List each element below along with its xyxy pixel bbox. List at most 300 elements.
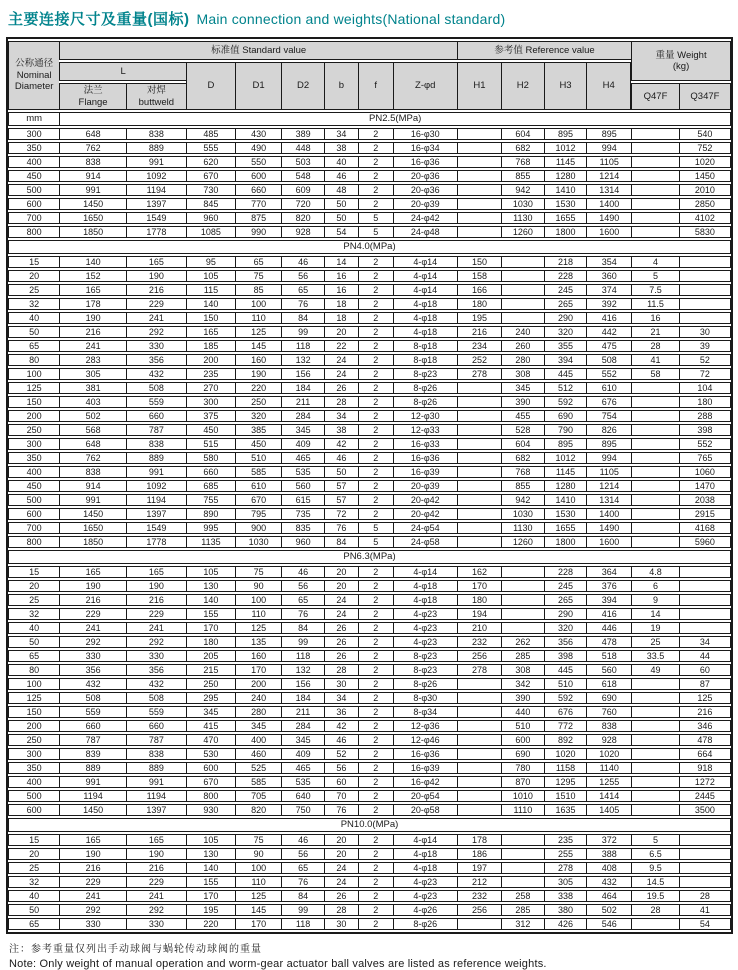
- cell: 465: [281, 762, 324, 774]
- cell: 600: [8, 804, 59, 816]
- cell: 508: [126, 382, 186, 394]
- cell: 285: [501, 904, 544, 916]
- cell: 485: [186, 128, 235, 140]
- cell: 755: [186, 494, 235, 506]
- cell: 990: [235, 226, 281, 238]
- cell: 502: [59, 410, 126, 422]
- cell: 39: [679, 340, 731, 352]
- cell: 381: [59, 382, 126, 394]
- cell: 57: [324, 480, 358, 492]
- cell: 70: [324, 790, 358, 802]
- cell: 18: [324, 312, 358, 324]
- cell: 478: [586, 636, 631, 648]
- cell: 559: [126, 396, 186, 408]
- cell: 826: [586, 424, 631, 436]
- cell: 125: [235, 622, 281, 634]
- cell: [631, 212, 679, 224]
- cell: [457, 424, 501, 436]
- cell: 768: [501, 466, 544, 478]
- cell: [631, 734, 679, 746]
- cell: 392: [586, 298, 631, 310]
- cell: 252: [457, 354, 501, 366]
- cell: 150: [8, 706, 59, 718]
- dimensions-table-wrapper: [6, 37, 733, 934]
- header-reference-value: 参考值 Reference value: [457, 41, 631, 60]
- cell: [631, 466, 679, 478]
- cell: 8-φ18: [393, 340, 457, 352]
- cell: 100: [8, 368, 59, 380]
- cell: 918: [679, 762, 731, 774]
- cell: 57: [324, 494, 358, 506]
- cell: 5: [358, 536, 393, 548]
- table-row: [8, 848, 731, 860]
- cell: 838: [126, 438, 186, 450]
- cell: 1295: [544, 776, 587, 788]
- cell: 2: [358, 128, 393, 140]
- cell: 216: [457, 326, 501, 338]
- cell: 354: [586, 256, 631, 268]
- cell: 15: [8, 566, 59, 578]
- cell: 44: [679, 650, 731, 662]
- cell: 4-φ23: [393, 876, 457, 888]
- cell: 385: [235, 424, 281, 436]
- cell: 620: [186, 156, 235, 168]
- cell: [679, 834, 731, 846]
- cell: 245: [544, 284, 587, 296]
- cell: 14: [631, 608, 679, 620]
- note-zh: 注：参考重量仅列出手动球阀与蜗轮传动球阀的重量: [9, 944, 262, 955]
- cell: 870: [501, 776, 544, 788]
- cell: 250: [186, 678, 235, 690]
- cell: 26: [324, 890, 358, 902]
- cell: 16-φ33: [393, 438, 457, 450]
- cell: 200: [235, 678, 281, 690]
- cell: 800: [186, 790, 235, 802]
- cell: 186: [457, 848, 501, 860]
- section-row: [8, 240, 731, 254]
- cell: 2: [358, 156, 393, 168]
- cell: [457, 720, 501, 732]
- cell: [679, 298, 731, 310]
- cell: 4-φ18: [393, 326, 457, 338]
- cell: 2: [358, 340, 393, 352]
- table-row: [8, 734, 731, 746]
- cell: 762: [59, 452, 126, 464]
- cell: 20: [324, 326, 358, 338]
- cell: 8-φ26: [393, 382, 457, 394]
- cell: [457, 396, 501, 408]
- cell: [631, 706, 679, 718]
- cell: 220: [186, 918, 235, 930]
- cell: 1194: [59, 790, 126, 802]
- header-weight-unit: (kg): [672, 61, 690, 72]
- cell: 2: [358, 354, 393, 366]
- cell: 2445: [679, 790, 731, 802]
- cell: 518: [586, 650, 631, 662]
- cell: 2: [358, 678, 393, 690]
- cell: 600: [235, 170, 281, 182]
- cell: 145: [235, 904, 281, 916]
- cell: 105: [186, 566, 235, 578]
- cell: 408: [586, 862, 631, 874]
- header-col-D2: D2: [281, 62, 324, 110]
- cell: 1600: [586, 536, 631, 548]
- cell: 1414: [586, 790, 631, 802]
- cell: 241: [126, 890, 186, 902]
- cell: 1450: [59, 508, 126, 520]
- cell: 72: [324, 508, 358, 520]
- cell: 1140: [586, 762, 631, 774]
- cell: 100: [8, 678, 59, 690]
- cell: 2: [358, 438, 393, 450]
- cell: 19: [631, 622, 679, 634]
- cell: 262: [501, 636, 544, 648]
- cell: 220: [235, 382, 281, 394]
- cell: 2: [358, 776, 393, 788]
- cell: 34: [324, 692, 358, 704]
- cell: 895: [544, 128, 587, 140]
- cell: 500: [8, 790, 59, 802]
- cell: 540: [679, 128, 731, 140]
- cell: 125: [8, 382, 59, 394]
- cell: 215: [186, 664, 235, 676]
- cell: 1397: [126, 804, 186, 816]
- cell: 1012: [544, 452, 587, 464]
- table-row: [8, 494, 731, 506]
- cell: 50: [324, 466, 358, 478]
- cell: 1650: [59, 522, 126, 534]
- cell: 330: [126, 340, 186, 352]
- cell: 552: [679, 438, 731, 450]
- cell: 490: [235, 142, 281, 154]
- cell: 2: [358, 170, 393, 182]
- cell: 690: [501, 748, 544, 760]
- header-buttweld-zh: 对焊: [146, 85, 166, 97]
- cell: [631, 198, 679, 210]
- cell: [457, 466, 501, 478]
- cell: 942: [501, 184, 544, 196]
- cell: 994: [586, 452, 631, 464]
- cell: 2: [358, 862, 393, 874]
- cell: [631, 522, 679, 534]
- cell: 250: [8, 424, 59, 436]
- cell: 16-φ39: [393, 466, 457, 478]
- cell: 610: [235, 480, 281, 492]
- cell: 508: [59, 692, 126, 704]
- cell: 76: [324, 804, 358, 816]
- cell: 24: [324, 608, 358, 620]
- cell: 835: [281, 522, 324, 534]
- cell: 65: [8, 340, 59, 352]
- table-row: [8, 876, 731, 888]
- cell: 258: [501, 890, 544, 902]
- cell: 1470: [679, 480, 731, 492]
- cell: 20: [8, 580, 59, 592]
- cell: 118: [281, 340, 324, 352]
- cell: 1850: [59, 226, 126, 238]
- cell: [679, 848, 731, 860]
- cell: 416: [586, 608, 631, 620]
- cell: 24-φ48: [393, 226, 457, 238]
- cell: 46: [324, 170, 358, 182]
- cell: 730: [186, 184, 235, 196]
- cell: 604: [501, 128, 544, 140]
- cell: 26: [324, 382, 358, 394]
- cell: 140: [186, 298, 235, 310]
- cell: 670: [186, 170, 235, 182]
- cell: 28: [631, 904, 679, 916]
- cell: 12-φ46: [393, 734, 457, 746]
- cell: 30: [324, 678, 358, 690]
- page-title: [8, 8, 733, 29]
- cell: 28: [324, 664, 358, 676]
- cell: 46: [281, 566, 324, 578]
- cell: 2: [358, 762, 393, 774]
- cell: 241: [59, 622, 126, 634]
- cell: 1130: [501, 522, 544, 534]
- cell: 46: [324, 452, 358, 464]
- cell: 892: [544, 734, 587, 746]
- cell: 166: [457, 284, 501, 296]
- header-flange-en: Flange: [78, 96, 108, 108]
- cell: 125: [679, 692, 731, 704]
- cell: [631, 508, 679, 520]
- cell: 8-φ23: [393, 368, 457, 380]
- cell: 350: [8, 142, 59, 154]
- cell: 185: [186, 340, 235, 352]
- table-row: [8, 452, 731, 464]
- cell: [501, 270, 544, 282]
- cell: 550: [235, 156, 281, 168]
- cell: [457, 678, 501, 690]
- cell: 24: [324, 876, 358, 888]
- cell: 768: [501, 156, 544, 168]
- cell: 90: [235, 848, 281, 860]
- cell: 8-φ23: [393, 664, 457, 676]
- cell: 65: [281, 594, 324, 606]
- table-row: [8, 424, 731, 436]
- cell: 229: [126, 876, 186, 888]
- header-col-D: D: [186, 62, 235, 110]
- cell: 84: [281, 622, 324, 634]
- cell: 85: [235, 284, 281, 296]
- cell: 232: [457, 890, 501, 902]
- cell: 16-φ36: [393, 452, 457, 464]
- cell: 432: [59, 678, 126, 690]
- cell: 1020: [679, 156, 731, 168]
- cell: 12-φ30: [393, 410, 457, 422]
- cell: [457, 508, 501, 520]
- cell: 464: [586, 890, 631, 902]
- header-col-b: b: [324, 62, 358, 110]
- cell: 705: [235, 790, 281, 802]
- cell: 1135: [186, 536, 235, 548]
- table-row: [8, 312, 731, 324]
- cell: 2: [358, 396, 393, 408]
- cell: 670: [186, 776, 235, 788]
- cell: 356: [544, 636, 587, 648]
- cell: 690: [544, 410, 587, 422]
- cell: 2: [358, 876, 393, 888]
- cell: 235: [544, 834, 587, 846]
- cell: 364: [586, 566, 631, 578]
- cell: 895: [586, 438, 631, 450]
- cell: 42: [324, 438, 358, 450]
- cell: [457, 734, 501, 746]
- cell: 1194: [126, 790, 186, 802]
- cell: 150: [457, 256, 501, 268]
- cell: 145: [235, 340, 281, 352]
- cell: 16-φ36: [393, 156, 457, 168]
- cell: 290: [544, 312, 587, 324]
- cell: 180: [457, 298, 501, 310]
- cell: [501, 834, 544, 846]
- cell: 700: [8, 522, 59, 534]
- cell: 1130: [501, 212, 544, 224]
- cell: 20-φ36: [393, 170, 457, 182]
- cell: 752: [679, 142, 731, 154]
- cell: 284: [281, 410, 324, 422]
- cell: 5: [358, 226, 393, 238]
- cell: 502: [586, 904, 631, 916]
- cell: 4-φ18: [393, 862, 457, 874]
- cell: 4168: [679, 522, 731, 534]
- cell: 285: [501, 650, 544, 662]
- cell: 190: [59, 312, 126, 324]
- cell: 416: [586, 312, 631, 324]
- cell: 135: [235, 636, 281, 648]
- cell: 4-φ23: [393, 636, 457, 648]
- cell: 580: [186, 452, 235, 464]
- cell: 195: [457, 312, 501, 324]
- cell: 110: [235, 312, 281, 324]
- cell: 2: [358, 452, 393, 464]
- table-row: [8, 156, 731, 168]
- cell: 615: [281, 494, 324, 506]
- cell: 84: [324, 536, 358, 548]
- header-row-groups: [8, 41, 731, 60]
- cell: 510: [501, 720, 544, 732]
- cell: 165: [186, 326, 235, 338]
- cell: 104: [679, 382, 731, 394]
- cell: 34: [324, 128, 358, 140]
- cell: 2: [358, 566, 393, 578]
- cell: 255: [544, 848, 587, 860]
- cell: 292: [59, 904, 126, 916]
- cell: 40: [8, 622, 59, 634]
- cell: 14: [324, 256, 358, 268]
- cell: [501, 256, 544, 268]
- table-row: [8, 622, 731, 634]
- cell: 600: [186, 762, 235, 774]
- cell: 512: [544, 382, 587, 394]
- cell: 2: [358, 904, 393, 916]
- cell: 1490: [586, 522, 631, 534]
- cell: 4-φ14: [393, 284, 457, 296]
- cell: 500: [8, 184, 59, 196]
- cell: 46: [324, 734, 358, 746]
- section-label: PN4.0(MPa): [8, 240, 731, 254]
- cell: 2: [358, 608, 393, 620]
- cell: 690: [586, 692, 631, 704]
- cell: 278: [457, 664, 501, 676]
- cell: 345: [235, 720, 281, 732]
- cell: 585: [235, 776, 281, 788]
- cell: 535: [281, 776, 324, 788]
- cell: 28: [324, 904, 358, 916]
- table-row: [8, 396, 731, 408]
- cell: [631, 720, 679, 732]
- table-row: [8, 748, 731, 760]
- cell: 184: [281, 382, 324, 394]
- cell: 170: [235, 664, 281, 676]
- cell: [631, 410, 679, 422]
- cell: 21: [631, 326, 679, 338]
- cell: 1850: [59, 536, 126, 548]
- cell: 2: [358, 368, 393, 380]
- page-title-zh: 主要连接尺寸及重量(国标): [8, 11, 190, 28]
- cell: 260: [501, 340, 544, 352]
- table-row: [8, 678, 731, 690]
- table-row: [8, 184, 731, 196]
- cell: 216: [126, 284, 186, 296]
- cell: 34: [324, 410, 358, 422]
- cell: 465: [281, 452, 324, 464]
- cell: 838: [126, 128, 186, 140]
- cell: 300: [186, 396, 235, 408]
- cell: 99: [281, 326, 324, 338]
- cell: 568: [59, 424, 126, 436]
- cell: 165: [59, 284, 126, 296]
- cell: 2: [358, 480, 393, 492]
- cell: 895: [586, 128, 631, 140]
- cell: 20: [324, 848, 358, 860]
- cell: 76: [281, 876, 324, 888]
- cell: 754: [586, 410, 631, 422]
- cell: 132: [281, 354, 324, 366]
- cell: 12-φ33: [393, 424, 457, 436]
- cell: 241: [59, 340, 126, 352]
- cell: 446: [586, 622, 631, 634]
- cell: 190: [59, 580, 126, 592]
- cell: 178: [59, 298, 126, 310]
- cell: 84: [281, 890, 324, 902]
- cell: 155: [186, 876, 235, 888]
- cell: 787: [126, 734, 186, 746]
- cell: 158: [457, 270, 501, 282]
- cell: 2: [358, 270, 393, 282]
- cell: 592: [544, 396, 587, 408]
- cell: 40: [8, 890, 59, 902]
- cell: 290: [544, 608, 587, 620]
- cell: 16-φ36: [393, 748, 457, 760]
- cell: 2: [358, 720, 393, 732]
- cell: 356: [126, 354, 186, 366]
- cell: 991: [59, 494, 126, 506]
- cell: 75: [235, 834, 281, 846]
- cell: 50: [324, 212, 358, 224]
- cell: 42: [324, 720, 358, 732]
- table-row: [8, 790, 731, 802]
- cell: 1410: [544, 184, 587, 196]
- cell: 604: [501, 438, 544, 450]
- cell: 50: [8, 636, 59, 648]
- header-col-H4: H4: [586, 62, 631, 110]
- cell: 2: [358, 256, 393, 268]
- cell: 928: [586, 734, 631, 746]
- cell: 845: [186, 198, 235, 210]
- cell: 4-φ18: [393, 848, 457, 860]
